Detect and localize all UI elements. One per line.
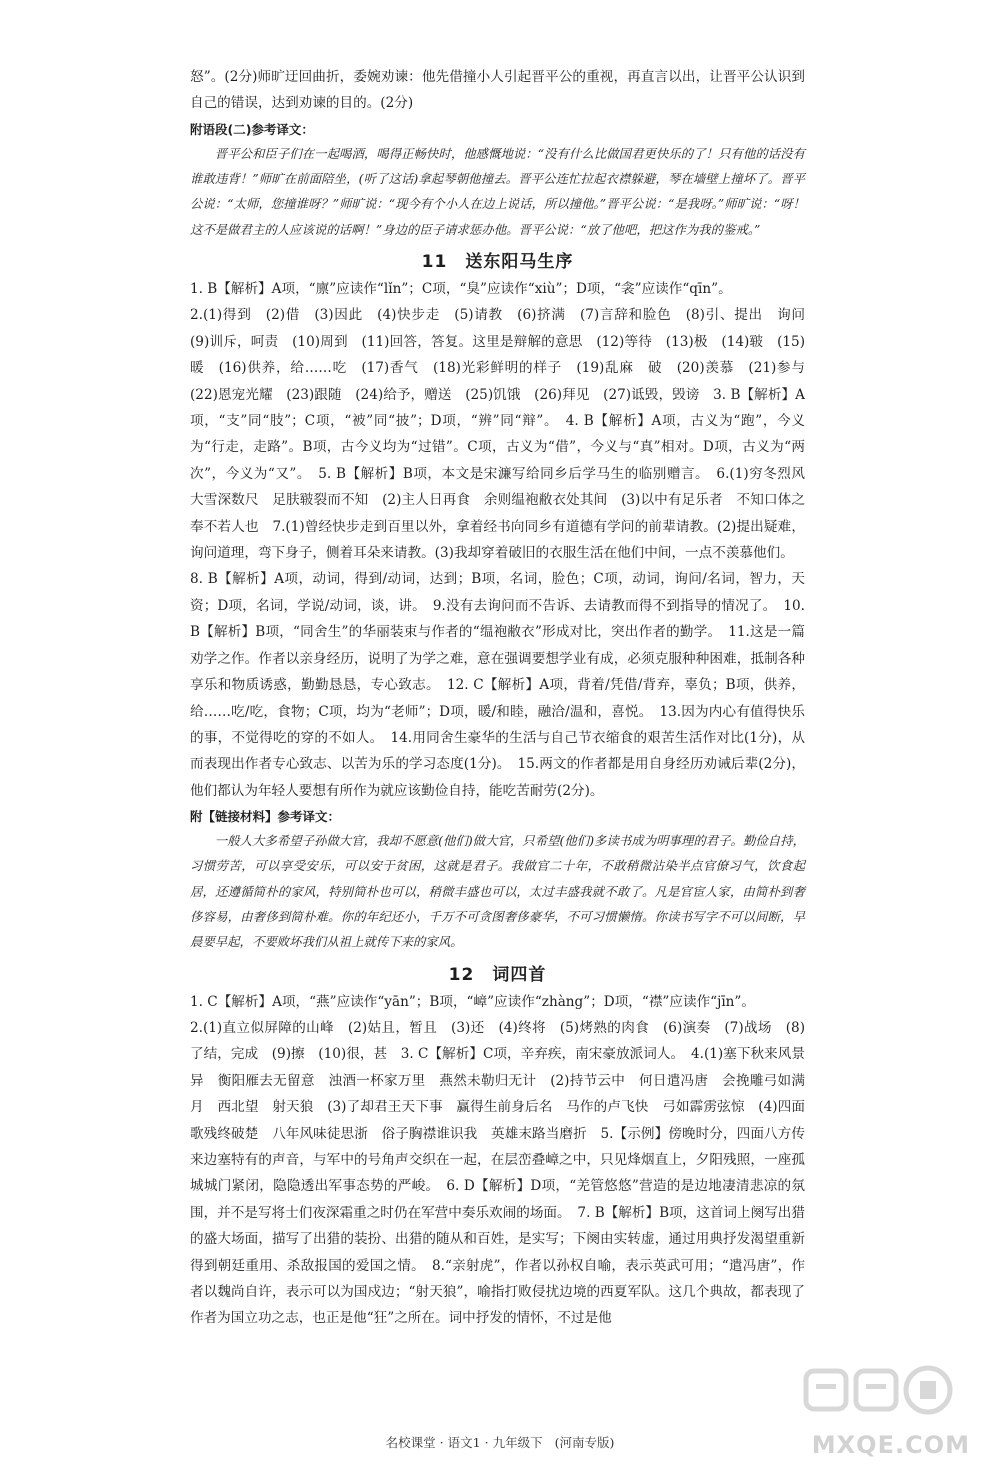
reference-translation: 一般人大多希望子孙做大官，我却不愿意(他们)做大官，只希望(他们)多读书成为明事理的君子。勤俭自持，习惯劳苦，可以享受安乐，可以安于贫困，这就是君子。我做官二十年，不敢稍微沾染半点官僚习气，饮食起居，还遵循简朴的家风，特别简朴也可以，稍微丰盛也可以，太过丰盛我就不敢了。凡是官宦人家，由简朴到奢侈容易，由奢侈到简朴难。你的年纪还小，千万不可贪图奢侈豪华，不可习惯懒惰。你读书写字不可以间断，早晨要早起，不要败坏我们从祖上就传下来的家风。 xyxy=(190,833,805,950)
translation-note-label: 附语段(二)参考译文： xyxy=(190,121,314,137)
footer-subject: 语文1 xyxy=(447,1435,481,1450)
section-heading-11 xyxy=(190,251,805,273)
section-title: 词四首 xyxy=(492,964,547,985)
footer-edition: (河南专版) xyxy=(554,1435,615,1450)
watermark-text: MXQE.COM xyxy=(811,1431,970,1459)
answer-paragraph: 怒”。(2分)师旷迂回曲折，委婉劝谏：他先借撞小人引起晋平公的重视，再直言以出，让晋平公认识到自己的错误，达到劝谏的目的。(2分) xyxy=(190,69,805,112)
footer-grade: 九年级下 xyxy=(492,1435,543,1450)
answer-paragraph: 2.(1)直立似屏障的山峰 (2)姑且，暂且 (3)还 (4)终将 (5)烤熟的肉食 (6)演奏 (7)战场 (8)了结，完成 (9)擦 (10)很，甚 3. C【解析】C项，辛弃疾，南宋豪放派词人。 4.(1)塞下秋来风景异 衡阳雁去无留意 浊酒一杯家万里 燕然未勒归无计 (2)持节云中 何日遣冯唐 会挽雕弓如满月 西北望 射天狼 (3)了却君王天下事 赢得生前身后名 马作的卢飞快 弓如霹雳弦惊 (4)四面歌残终破楚 八年风味徒思浙 俗子胸襟谁识我 英雄末路当磨折 5.【示例】傍晚时分，四面八方传来边塞特有的声音，与军中的号角声交织在一起，在层峦叠嶂之中，只见烽烟直上，夕阳残照，一座孤城城门紧闭，隐隐透出军事态势的严峻。 6. D【解析】D项，“羌管悠悠”营造的是边地凄清悲凉的氛围，并不是写将士们夜深霜重之时仍在军营中奏乐欢闹的场面。 7. B【解析】B项，这首词上阕写出猎的盛大场面，描写了出猎的装扮、出猎的随从和百姓，是实写；下阕由实转虚，通过用典抒发渴望重新得到朝廷重用、杀敌报国的爱国之情。 8.“亲射虎”，作者以孙权自喻，表示英武可用；“遣冯唐”，作者以魏尚自许，表示可以为国戍边；“射天狼”，喻指打败侵扰边境的西夏军队。这几个典故，都表现了作者为国立功之志，也正是他“狂”之所在。词中抒发的情怀，不过是他 xyxy=(190,1020,805,1327)
answer-paragraph: 1. C【解析】A项，“燕”应读作“yān”；B项，“嶂”应读作“zhàng”；D项，“襟”应读作“jīn”。 xyxy=(190,993,755,1010)
answer-paragraph: 1. B【解析】A项，“廪”应读作“lǐn”；C项，“臭”应读作“xiù”；D项，“衾”应读作“qīn”。 xyxy=(190,281,732,297)
section-heading-12 xyxy=(190,964,805,986)
section-number: 12 xyxy=(448,964,475,985)
answer-paragraph: 8. B【解析】A项，动词，得到/动词，达到；B项，名词，脸色；C项，动词，询问/名词，智力，天资；D项，名词，学说/动词，谈，讲。 9.没有去询问而不告诉、去请教而得不到指导的情况了。 10. B【解析】B项，“同舍生”的华丽装束与作者的“缊袍敝衣”形成对比，突出作者的勤学。 11.这是一篇劝学之作。作者以亲身经历，说明了为学之难，意在强调要想学业有成，必须克服种种困难，抵制各种享乐和物质诱惑，勤勤恳恳，专心致志。 12. C【解析】A项，背着/凭借/背弃，辜负；B项，供养，给……吃/吃，食物；C项，均为“老师”；D项，暖/和睦，融洽/温和，喜悦。 13.因为内心有值得快乐的事，不觉得吃的穿的不如人。 14.用同舍生豪华的生活与自己节衣缩食的艰苦生活作对比(1分)，从而表现出作者专心致志、以苦为乐的学习态度(1分)。 15.两文的作者都是用自身经历劝诫后辈(2分)，他们都认为年轻人要想有所作为就应该勤俭自持，能吃苦耐劳(2分)。 xyxy=(190,571,805,799)
answer-paragraph: 2.(1)得到 (2)借 (3)因此 (4)快步走 (5)请教 (6)挤满 (7)言辞和脸色 (8)引、提出 询问 (9)训斥，呵责 (10)周到 (11)回答，答复。这里是辩解的意思 (12)等待 (13)极 (14)皲 (15)暖 (16)供养，给……吃 (17)香气 (18)光彩鲜明的样子 (19)乱麻 破 (20)羡慕 (21)参与 (22)恩宠光耀 (23)跟随 (24)给予，赠送 (25)饥饿 (26)拜见 (27)诋毁，毁谤 3. B【解析】A项，“支”同“肢”；C项，“被”同“披”；D项，“辨”同“辩”。 4. B【解析】A项，古义为“跑”，今义为“行走，走路”。B项，古今义均为“过错”。C项，古义为“借”，今义与“真”相对。D项，古义为“两次”，今义为“又”。 5. B【解析】B项，本文是宋濂写给同乡后学马生的临别赠言。 6.(1)穷冬烈风 大雪深数尺 足肤皲裂而不知 (2)主人日再食 余则缊袍敝衣处其间 (3)以中有足乐者 不知口体之奉不若人也 7.(1)曾经快步走到百里以外，拿着经书向同乡有道德有学问的前辈请教。(2)提出疑难，询问道理，弯下身子，侧着耳朵来请教。(3)我却穿着破旧的衣服生活在他们中间，一点不羡慕他们。 xyxy=(190,307,819,562)
reference-translation: 晋平公和臣子们在一起喝酒，喝得正畅快时，他感慨地说：“没有什么比做国君更快乐的了！只有他的话没有谁敢违背！”师旷在前面陪坐，(听了这话)拿起琴朝他撞去。晋平公连忙拉起衣襟躲避，琴在墙壁上撞坏了。晋平公说：“太师，您撞谁呀？”师旷说：“现今有个小人在边上说话，所以撞他。”晋平公说：“是我呀。”师旷说：“呀！这不是做君主的人应该说的话啊！”身边的臣子请求惩办他。晋平公说：“放了他吧，把这作为我的鉴戒。” xyxy=(190,145,805,237)
section-title: 送东阳马生序 xyxy=(465,252,574,272)
translation-note-label: 附【链接材料】参考译文： xyxy=(190,809,341,825)
page-content xyxy=(190,64,819,1332)
section-number: 11 xyxy=(421,252,448,272)
page-footer: 名校课堂 · 语文1 · 九年级下 (河南专版) xyxy=(385,1435,615,1450)
footer-brand: 名校课堂 xyxy=(385,1435,436,1450)
